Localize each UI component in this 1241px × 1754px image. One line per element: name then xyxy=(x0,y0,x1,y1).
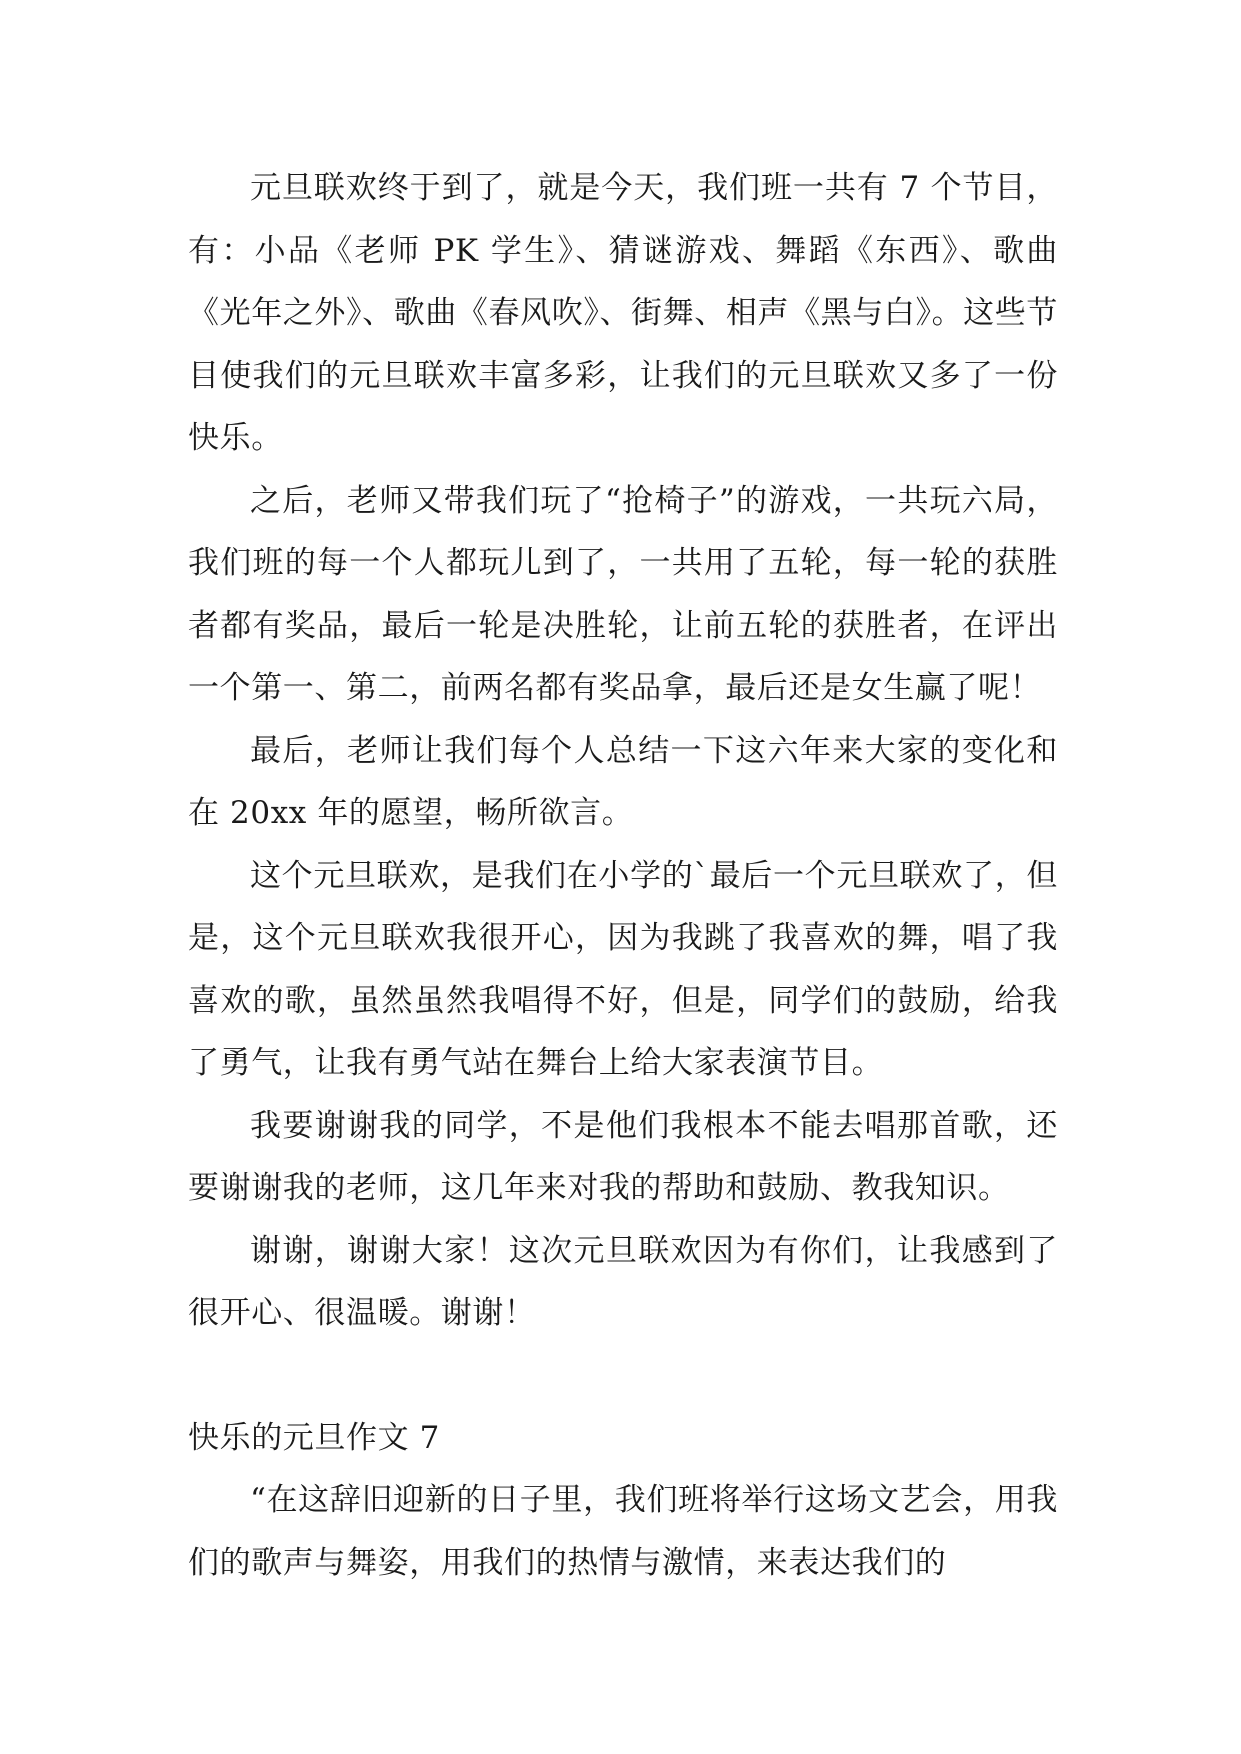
paragraph: 这个元旦联欢，是我们在小学的`最后一个元旦联欢了，但是，这个元旦联欢我很开心，因为我跳了我喜欢的舞，唱了我喜欢的歌，虽然虽然我唱得不好，但是，同学们的鼓励，给我了勇气，让我有勇气站在舞台上给大家表演节目。 xyxy=(188,857,1058,1081)
paragraph: 最后，老师让我们每个人总结一下这六年来大家的变化和在 20xx 年的愿望，畅所欲言。 xyxy=(188,732,1058,831)
section-heading: 快乐的元旦作文 7 xyxy=(188,1419,440,1456)
document-body xyxy=(188,157,1058,1594)
paragraph: 元旦联欢终于到了，就是今天，我们班一共有 7 个节目，有：小品《老师 PK 学生》、猜谜游戏、舞蹈《东西》、歌曲《光年之外》、歌曲《春风吹》、街舞、相声《黑与白》。这些节目使我们的元旦联欢丰富多彩，让我们的元旦联欢又多了一份快乐。 xyxy=(188,170,1058,456)
paragraph: 谢谢，谢谢大家！这次元旦联欢因为有你们，让我感到了很开心、很温暖。谢谢！ xyxy=(188,1232,1058,1331)
paragraph: 我要谢谢我的同学，不是他们我根本不能去唱那首歌，还要谢谢我的老师，这几年来对我的帮助和鼓励、教我知识。 xyxy=(188,1107,1058,1206)
paragraph: 之后，老师又带我们玩了“抢椅子”的游戏，一共玩六局，我们班的每一个人都玩儿到了，一共用了五轮，每一轮的获胜者都有奖品，最后一轮是决胜轮，让前五轮的获胜者，在评出一个第一、第二，前两名都有奖品拿，最后还是女生赢了呢！ xyxy=(188,482,1058,706)
paragraph: “在这辞旧迎新的日子里，我们班将举行这场文艺会，用我们的歌声与舞姿，用我们的热情与激情，来表达我们的 xyxy=(188,1482,1058,1581)
